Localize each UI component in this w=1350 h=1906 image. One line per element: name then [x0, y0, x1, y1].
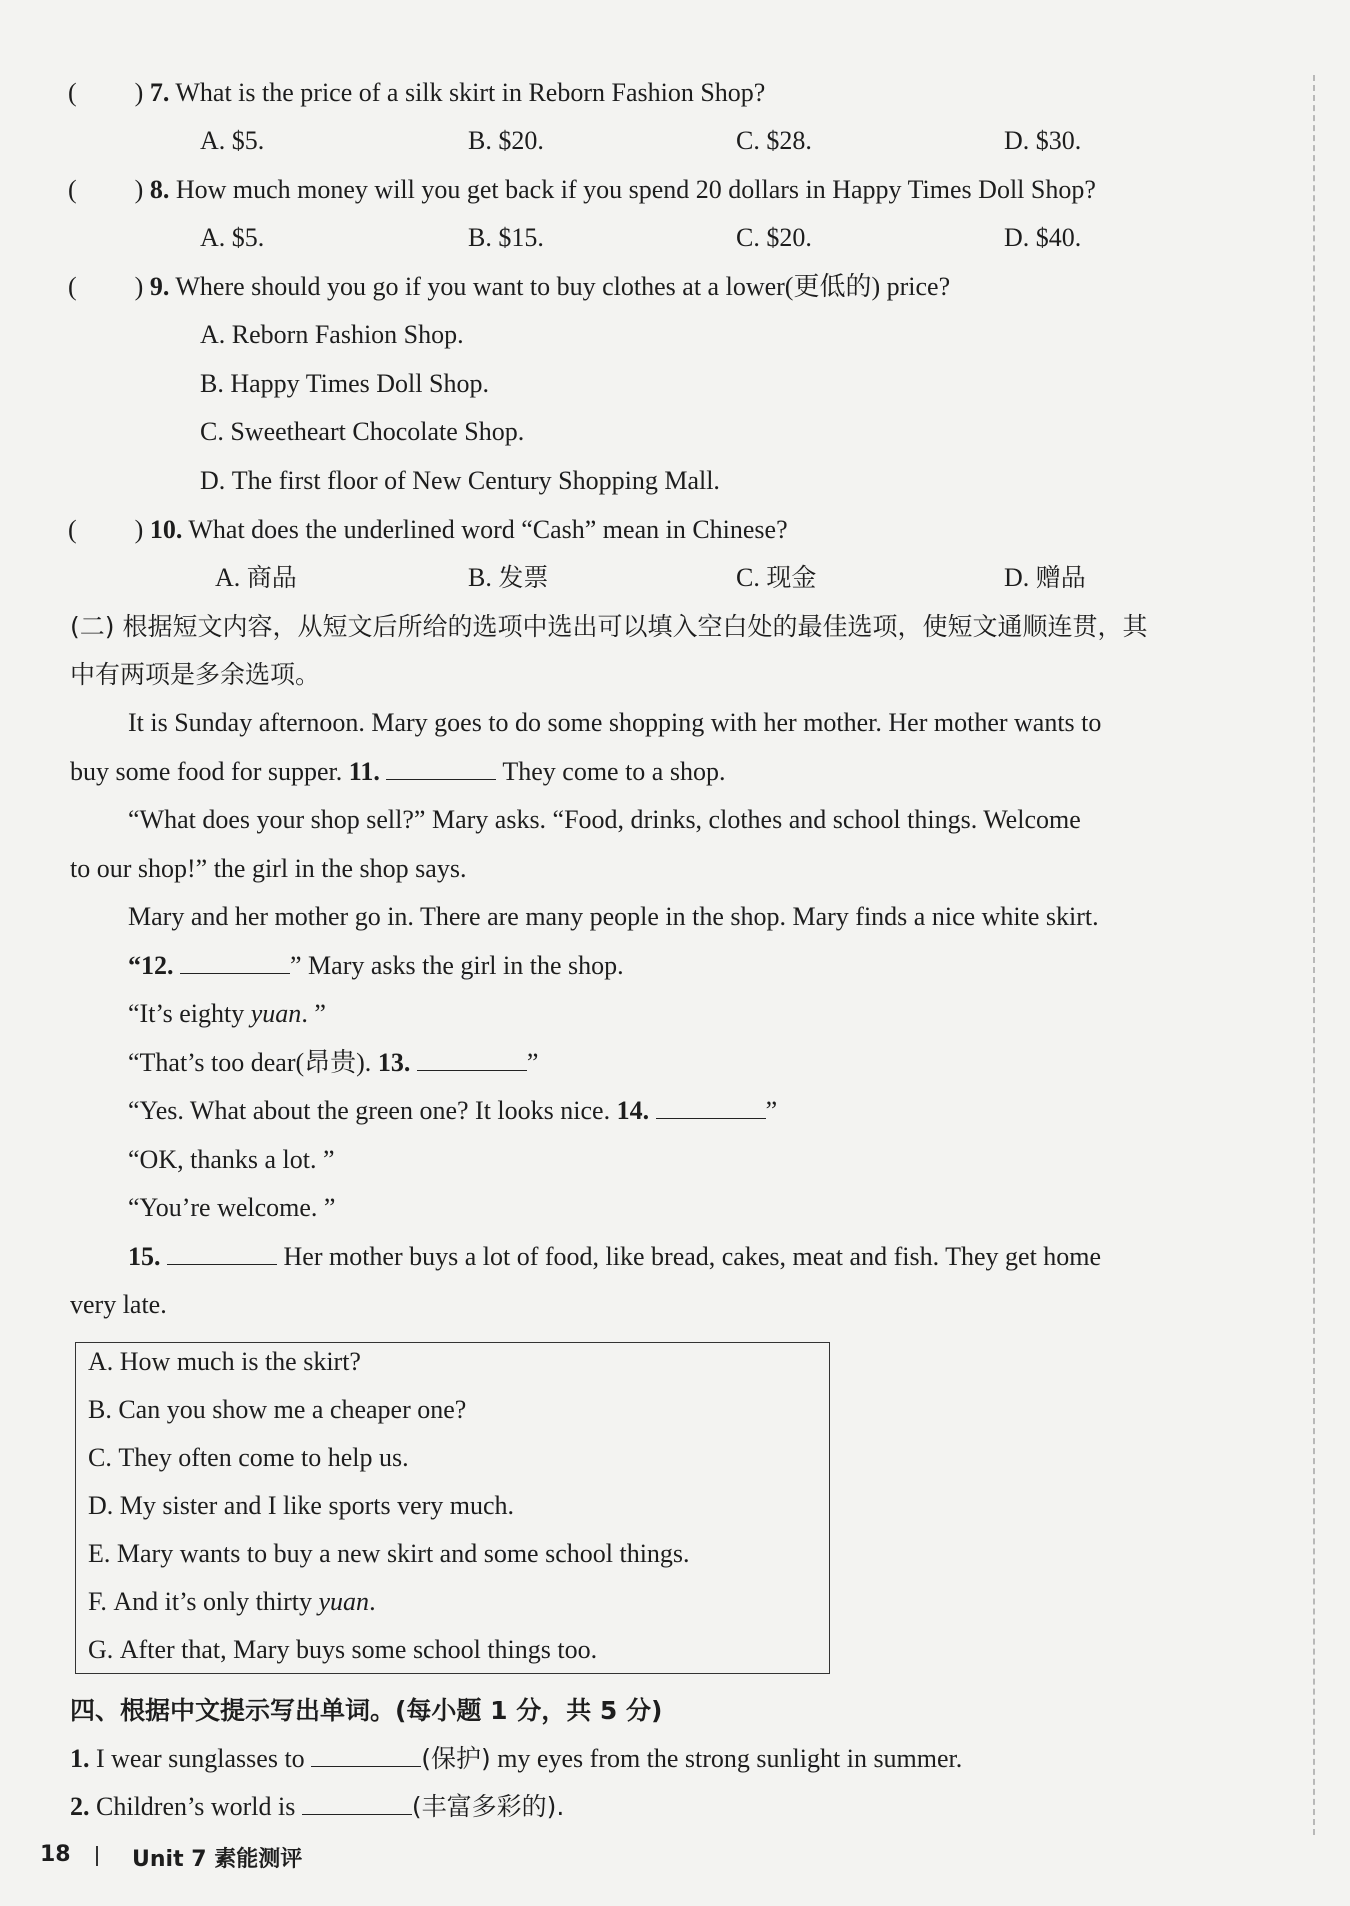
option-9d: D. The first floor of New Century Shopping Mall. — [200, 466, 720, 495]
choice-g: G. After that, Mary buys some school things too. — [88, 1635, 598, 1664]
question-10: ( ) 10. What does the underlined word “Cash” mean in Chinese? — [68, 515, 788, 544]
question-9: ( ) 9. Where should you go if you want to buy clothes at a lower(更低的) price? — [68, 272, 951, 301]
option-7b: B. $20. — [468, 126, 544, 155]
question-text: Where should you go if you want to buy clothes at a lower(更低的) price? — [175, 272, 951, 301]
section4-title: 四、根据中文提示写出单词。(每小题 1 分，共 5 分) — [70, 1696, 663, 1725]
blank-number: 13. — [377, 1048, 411, 1077]
blank-number: 15. — [128, 1242, 161, 1271]
footer-unit-title: Unit 7 素能测评 — [132, 1847, 303, 1872]
choice-a: A. How much is the skirt? — [88, 1347, 361, 1376]
option-9a: A. Reborn Fashion Shop. — [200, 320, 464, 349]
answer-blank-2[interactable] — [302, 1790, 412, 1815]
blank-15[interactable] — [167, 1240, 277, 1265]
answer-paren-open: ( — [68, 78, 77, 107]
choice-f: F. And it’s only thirty yuan. — [88, 1587, 376, 1616]
question-number: 9. — [149, 272, 170, 301]
margin-dashed-line — [1313, 75, 1315, 1835]
option-7c: C. $28. — [736, 126, 812, 155]
section4-item-1: 1. I wear sunglasses to (保护) my eyes from the strong sunlight in summer. — [70, 1744, 963, 1773]
section2-instruction-line1: (二) 根据短文内容，从短文后所给的选项中选出可以填入空白处的最佳选项，使短文通顺连贯，其 — [70, 612, 1148, 641]
blank-14[interactable] — [656, 1094, 766, 1119]
blank-13[interactable] — [417, 1046, 527, 1071]
passage-line-1: It is Sunday afternoon. Mary goes to do some shopping with her mother. Her mother wants to — [128, 708, 1102, 737]
option-8d: D. $40. — [1004, 223, 1082, 252]
choice-d: D. My sister and I like sports very much. — [88, 1491, 515, 1520]
option-10c: C. 现金 — [736, 563, 817, 592]
passage-line-8: “That’s too dear(昂贵). 13. ” — [128, 1048, 539, 1077]
blank-12[interactable] — [180, 949, 290, 974]
option-10a: A. 商品 — [215, 563, 297, 592]
option-10d: D. 赠品 — [1004, 563, 1086, 592]
choice-e: E. Mary wants to buy a new skirt and some school things. — [88, 1539, 690, 1568]
choice-b: B. Can you show me a cheaper one? — [88, 1395, 467, 1424]
passage-line-7: “It’s eighty yuan. ” — [128, 999, 326, 1028]
choice-c: C. They often come to help us. — [88, 1443, 409, 1472]
section2-instruction-line2: 中有两项是多余选项。 — [70, 660, 321, 689]
question-7 — [68, 76, 765, 110]
question-8: ( ) 8. How much money will you get back if you spend 20 dollars in Happy Times Doll Shop? — [68, 175, 1096, 204]
passage-line-6: “12. ” Mary asks the girl in the shop. — [128, 951, 624, 980]
section4-item-2: 2. Children’s world is (丰富多彩的). — [70, 1792, 565, 1821]
passage-line-12: 15. Her mother buys a lot of food, like bread, cakes, meat and fish. They get home — [128, 1242, 1102, 1271]
question-text: How much money will you get back if you spend 20 dollars in Happy Times Doll Shop? — [175, 175, 1096, 204]
option-9b: B. Happy Times Doll Shop. — [200, 369, 489, 398]
passage-line-2: buy some food for supper. 11. They come to a shop. — [70, 757, 726, 786]
answer-blank-1[interactable] — [311, 1742, 421, 1767]
blank-number: 11. — [348, 757, 380, 786]
option-10b: B. 发票 — [468, 563, 549, 592]
blank-number: 12. — [141, 951, 174, 980]
passage-line-11: “You’re welcome. ” — [128, 1193, 336, 1222]
page-number: 18 — [40, 1842, 71, 1867]
passage-line-10: “OK, thanks a lot. ” — [128, 1145, 335, 1174]
question-text: What is the price of a silk skirt in Reborn Fashion Shop? — [175, 78, 766, 107]
passage-line-3: “What does your shop sell?” Mary asks. “Food, drinks, clothes and school things. Welcome — [128, 805, 1081, 834]
option-7d: D. $30. — [1004, 126, 1082, 155]
option-8b: B. $15. — [468, 223, 544, 252]
passage-line-9: “Yes. What about the green one? It looks nice. 14. ” — [128, 1096, 778, 1125]
question-number: 10. — [149, 515, 183, 544]
option-8a: A. $5. — [200, 223, 265, 252]
passage-line-13: very late. — [70, 1290, 167, 1319]
option-7a: A. $5. — [200, 126, 265, 155]
option-8c: C. $20. — [736, 223, 812, 252]
passage-line-5: Mary and her mother go in. There are many people in the shop. Mary finds a nice white skirt. — [128, 902, 1099, 931]
question-number: 8. — [149, 175, 170, 204]
option-9c: C. Sweetheart Chocolate Shop. — [200, 417, 525, 446]
passage-line-4: to our shop!” the girl in the shop says. — [70, 854, 467, 883]
question-number: 7. — [149, 78, 170, 107]
question-text: What does the underlined word “Cash” mean in Chinese? — [188, 515, 788, 544]
footer-divider — [96, 1846, 98, 1866]
answer-paren-close: ) — [134, 78, 144, 107]
blank-11[interactable] — [386, 755, 496, 780]
blank-number: 14. — [616, 1096, 650, 1125]
